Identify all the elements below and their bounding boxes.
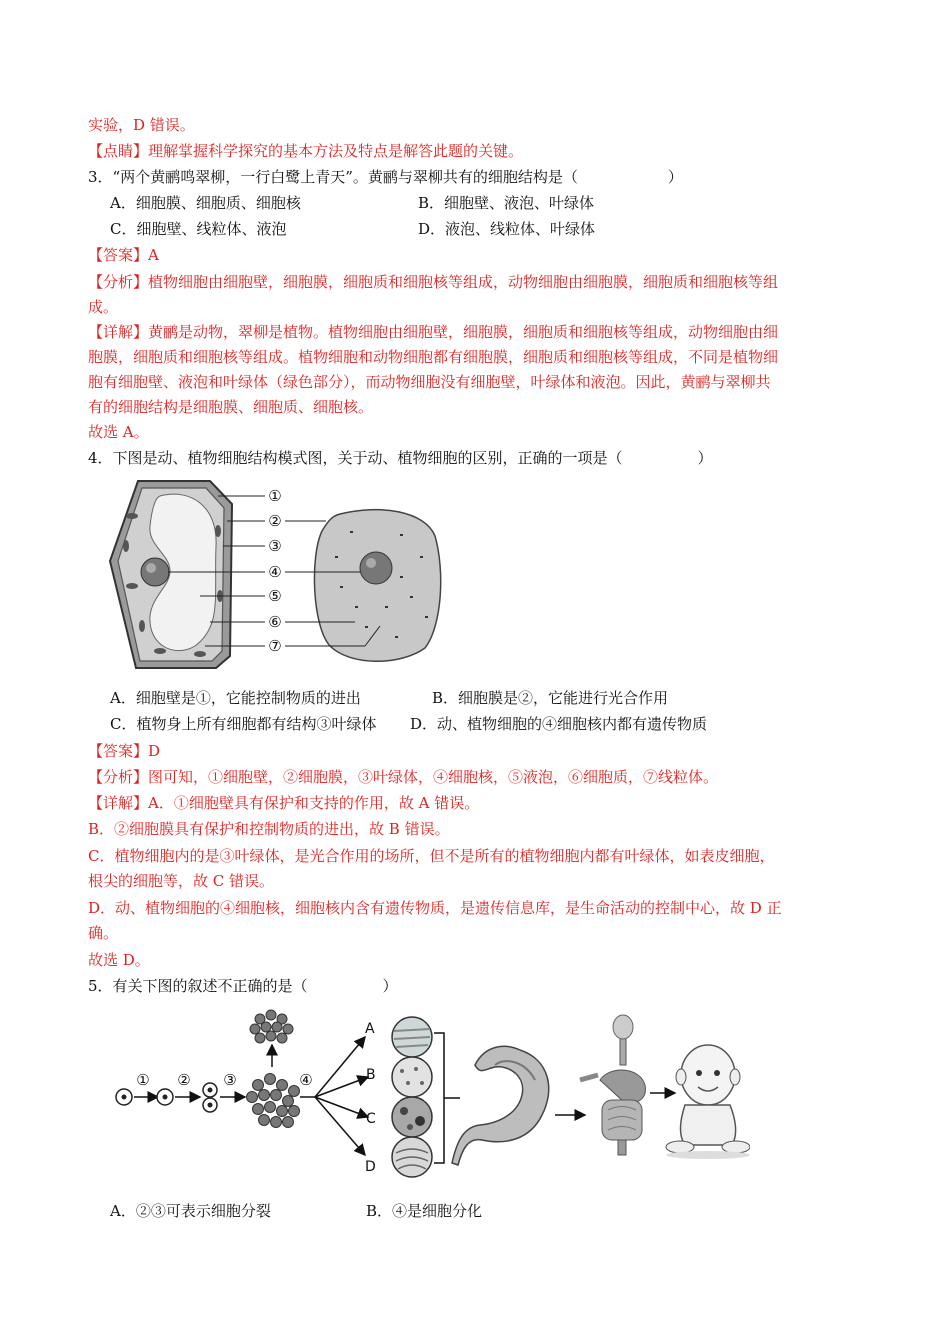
q4-detail-c1: C．植物细胞内的是③叶绿体，是光合作用的场所，但不是所有的植物细胞内都有叶绿体，如表皮细胞， [88, 847, 775, 865]
q4-option-c: C．植物身上所有细胞都有结构③叶绿体 [110, 715, 377, 733]
q5-option-b: B．④是细胞分化 [366, 1202, 483, 1220]
step-label-2: ② [177, 1071, 191, 1089]
q5-stem: 5．有关下图的叙述不正确的是（ ） [88, 977, 398, 995]
digestive-system [580, 1015, 645, 1155]
q3-conclusion: 故选 A。 [88, 423, 149, 441]
q4-detail-a: 【详解】A．①细胞壁具有保护和支持的作用，故 A 错误。 [88, 794, 480, 812]
q3-detail-2: 胞膜，细胞质和细胞核等组成。植物细胞和动物细胞都有细胞膜，细胞质和细胞核等组成，不同是植物细 [88, 348, 779, 366]
q4-conclusion: 故选 D。 [88, 951, 150, 969]
q4-detail-c2: 根尖的细胞等，故 C 错误。 [88, 872, 275, 890]
q4-option-d: D．动、植物细胞的④细胞核内都有遗传物质 [410, 715, 708, 733]
label-4: ④ [268, 563, 282, 581]
baby-illustration [666, 1045, 750, 1159]
q2-tail-line: 实验，D 错误。 [88, 116, 195, 134]
cell-development-diagram [110, 1005, 750, 1195]
step-label-1: ① [136, 1071, 150, 1089]
q3-option-b: B．细胞壁、液泡、叶绿体 [418, 194, 595, 212]
tissue-a [392, 1017, 432, 1057]
q5-option-a: A．②③可表示细胞分裂 [110, 1202, 271, 1220]
q3-analysis-2: 成。 [88, 298, 119, 316]
q4-option-b: B．细胞膜是②，它能进行光合作用 [432, 689, 669, 707]
q4-detail-d2: 确。 [88, 924, 119, 942]
q4-option-a: A．细胞壁是①，它能控制物质的进出 [110, 689, 361, 707]
q3-option-a: A．细胞膜、细胞质、细胞核 [110, 194, 301, 212]
label-2: ② [268, 512, 282, 530]
q3-stem: 3．“两个黄鹂鸣翠柳，一行白鹭上青天”。黄鹂与翠柳共有的细胞结构是（ ） [88, 168, 683, 186]
cell-cluster-top [250, 1010, 293, 1043]
q2-dianjing: 【点睛】理解掌握科学探究的基本方法及特点是解答此题的关键。 [88, 142, 524, 160]
label-6: ⑥ [268, 613, 282, 631]
label-5: ⑤ [268, 587, 282, 605]
tissue-d [392, 1137, 432, 1177]
animal-cell [314, 510, 440, 662]
q4-detail-b: B．②细胞膜具有保护和控制物质的进出，故 B 错误。 [88, 820, 450, 838]
q3-option-c: C．细胞壁、线粒体、液泡 [110, 220, 287, 238]
q4-stem: 4．下图是动、植物细胞结构模式图，关于动、植物细胞的区别，正确的一项是（ ） [88, 449, 713, 467]
single-cell [116, 1089, 132, 1105]
q3-detail-3: 胞有细胞壁、液泡和叶绿体（绿色部分），而动物细胞没有细胞壁，叶绿体和液泡。因此，黄鹂与翠柳共 [88, 373, 771, 391]
tissue-label-d: D [365, 1159, 376, 1175]
cell-cluster [247, 1074, 300, 1128]
plant-cell [110, 481, 232, 668]
step-label-3: ③ [223, 1071, 237, 1089]
label-1: ① [268, 487, 282, 505]
q4-detail-d1: D．动、植物细胞的④细胞核，细胞核内含有遗传物质，是遗传信息库，是生命活动的控制中心，故 D 正 [88, 899, 782, 917]
step-label-4: ④ [299, 1071, 313, 1089]
label-7: ⑦ [268, 637, 282, 655]
q4-analysis: 【分析】图可知，①细胞壁，②细胞膜，③叶绿体，④细胞核，⑤液泡，⑥细胞质，⑦线粒体。 [88, 768, 719, 786]
label-3: ③ [268, 537, 282, 555]
tissue-label-a: A [365, 1021, 375, 1037]
q3-option-d: D．液泡、线粒体、叶绿体 [418, 220, 596, 238]
q3-detail-4: 有的细胞结构是细胞膜、细胞质、细胞核。 [88, 398, 374, 416]
q3-detail-1: 【详解】黄鹂是动物，翠柳是植物。植物细胞由细胞壁，细胞膜，细胞质和细胞核等组成，动物细胞由细 [88, 323, 779, 341]
q3-answer: 【答案】A [88, 246, 159, 264]
tissue-label-b: B [366, 1067, 376, 1083]
tissue-label-c: C [366, 1111, 376, 1127]
stomach-organ [452, 1046, 549, 1165]
q3-analysis-1: 【分析】植物细胞由细胞壁，细胞膜，细胞质和细胞核等组成，动物细胞由细胞膜，细胞质和细胞核等组 [88, 273, 779, 291]
q4-answer: 【答案】D [88, 742, 161, 760]
tissue-b [392, 1057, 432, 1097]
tissue-c [392, 1097, 432, 1137]
cell-structure-diagram [100, 476, 460, 676]
two-cells [203, 1083, 217, 1112]
